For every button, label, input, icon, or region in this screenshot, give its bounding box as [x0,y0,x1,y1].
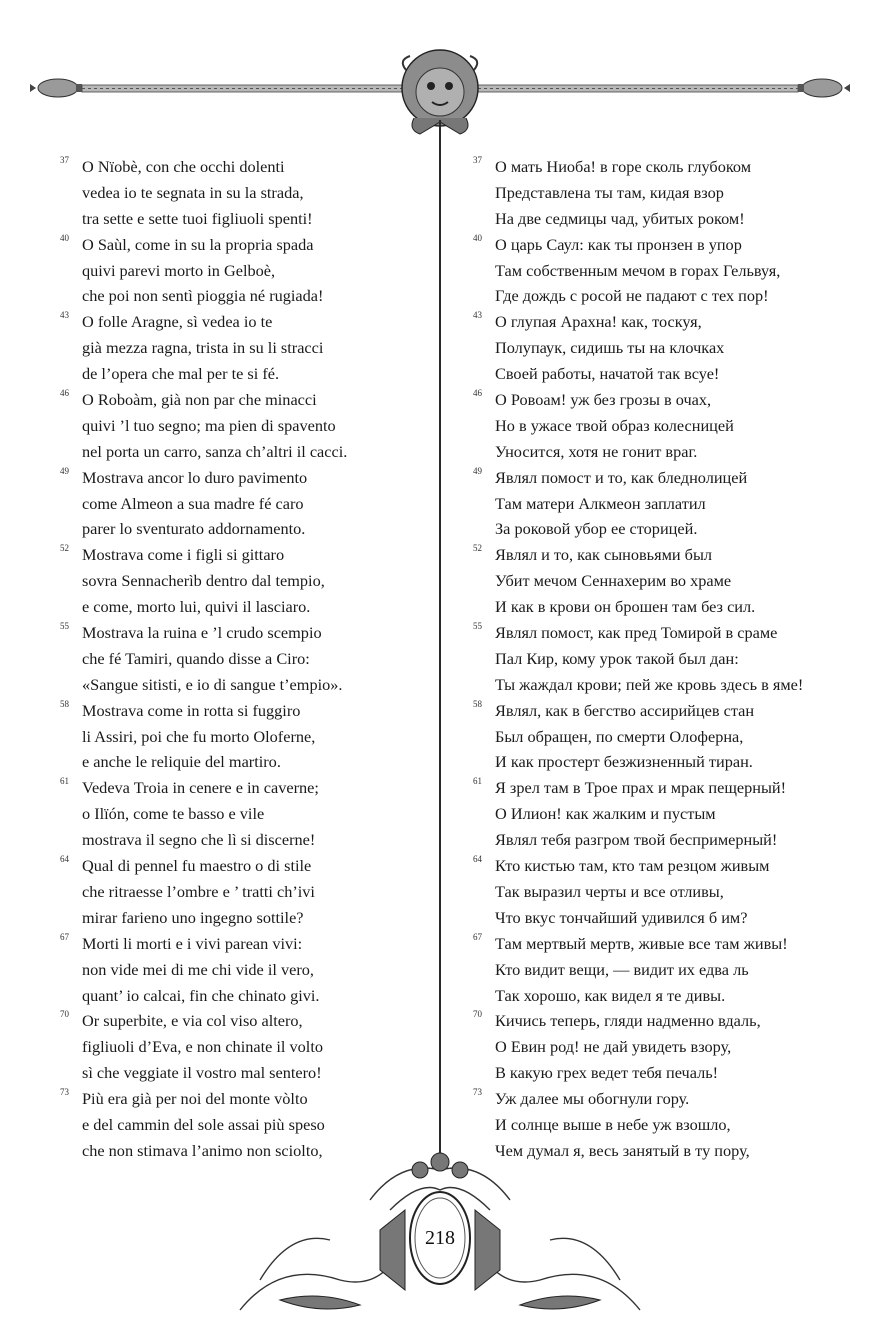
verse-line [60,283,430,309]
verse-number: 64 [60,854,69,865]
verse-text: o Ilïón, come te basso e vile [82,804,265,824]
verse-text: sì che veggiate il vostro mal sentero! [82,1063,322,1083]
verse-line [473,1034,873,1060]
verse-number: 46 [60,388,69,399]
verse-line [60,698,430,724]
verse-text: Являл помост, как пред Томирой в сраме [495,623,778,643]
verse-number: 67 [60,931,69,942]
verse-text: figliuoli d’Eva, e non chinate il volto [82,1037,323,1057]
verse-line [473,931,873,957]
verse-line [60,206,430,232]
verse-number: 40 [473,232,482,243]
left-finial-icon [30,79,82,97]
verse-number: 37 [473,155,482,165]
verse-line [60,672,430,698]
verse-text: de l’opera che mal per te si fé. [82,364,280,384]
verse-line [60,516,430,542]
verse-line [60,258,430,284]
verse-number: 73 [473,1087,482,1098]
verse-text: Vedeva Troia in cenere e in caverne; [82,778,319,798]
verse-line [60,879,430,905]
verse-line [473,387,873,413]
verse-text: Я зрел там в Трое прах и мрак пещерный! [495,778,787,798]
verse-text: Mostrava ancor lo duro pavimento [82,467,308,487]
verse-line [473,594,873,620]
verse-line [60,1060,430,1086]
verse-text: «Sangue sitisti, e io di sangue t’empio». [82,674,343,694]
verse-text: e anche le reliquie del martiro. [82,752,281,772]
verse-line [60,801,430,827]
verse-text: Полупаук, сидишь ты на клочках [495,338,725,358]
verse-text: che fé Tamiri, quando disse a Ciro: [82,648,310,668]
verse-line [60,724,430,750]
verse-line [60,749,430,775]
verse-text: Кто видит вещи, — видит их едва ль [495,959,749,979]
verse-text: Кичись теперь, гляди надменно вдаль, [495,1011,761,1031]
verse-text: И как в крови он брошен там без сил. [495,597,756,617]
verse-line [60,594,430,620]
center-divider [439,120,441,1160]
verse-line [60,1034,430,1060]
verse-line [473,827,873,853]
verse-number: 61 [473,776,482,787]
verse-text: О Ровоам! уж без грозы в очах, [495,390,712,410]
verse-text: И как простерт безжизненный тиран. [495,752,753,772]
verse-text: quivi parevi morto in Gelboè, [82,260,276,280]
verse-text: Уж далее мы обогнули гору. [495,1089,690,1109]
verse-text: Где дождь с росой не падают с тех пор! [495,286,769,306]
verse-text: Уносится, хотя не гонит враг. [495,441,698,461]
verse-text: già mezza ragna, trista in su li stracci [82,338,324,358]
verse-line [473,1008,873,1034]
verse-text: О глупая Арахна! как, тоскуя, [495,312,702,332]
verse-text: quivi ’l tuo segno; ma pien di spavento [82,415,336,435]
verse-line [473,361,873,387]
verse-line [473,283,873,309]
verse-text: quant’ io calcai, fin che chinato givi. [82,985,320,1005]
verse-text: che ritraesse l’ombre e ’ tratti ch’ivi [82,881,315,901]
verse-text: О Илион! как жалким и пустым [495,804,716,824]
italian-column [60,154,430,1164]
verse-text: На две седмицы чад, убитых роком! [495,208,745,228]
verse-line [473,335,873,361]
verse-line [473,465,873,491]
verse-text: tra sette e sette tuoi figliuoli spenti! [82,208,313,228]
verse-text: O Nïobè, con che occhi dolenti [82,157,285,176]
verse-line [473,775,873,801]
verse-line [473,491,873,517]
verse-number: 70 [60,1009,69,1020]
verse-text: Являл тебя разгром твой беспримерный! [495,830,778,850]
verse-line [60,620,430,646]
verse-number: 55 [60,621,69,632]
verse-text: Там мертвый мертв, живые все там живы! [495,933,788,953]
right-finial-icon [798,79,850,97]
verse-line [60,180,430,206]
verse-text: non vide mei di me chi vide il vero, [82,959,314,979]
verse-text: О царь Саул: как ты пронзен в упор [495,234,742,254]
verse-line [60,775,430,801]
verse-number: 46 [473,388,482,399]
verse-line [473,801,873,827]
verse-number: 58 [473,698,482,709]
verse-text: Так выразил черты и все отливы, [495,881,724,901]
verse-text: Что вкус тончайший удивился б им? [495,907,748,927]
verse-line [473,698,873,724]
verse-text: Morti li morti e i vivi parean vivi: [82,933,303,953]
verse-line [60,335,430,361]
verse-line [60,232,430,258]
verse-text: Там матери Алкмеон заплатил [495,493,706,513]
verse-text: mostrava il segno che lì si discerne! [82,830,316,850]
verse-text: Там собственным мечом в горах Гельвуя, [495,260,781,280]
verse-line [473,439,873,465]
verse-text: Представлена ты там, кидая взор [495,182,724,202]
verse-line [473,232,873,258]
verse-text: Or superbite, e via col viso altero, [82,1011,303,1031]
verse-text: О мать Ниоба! в горе сколь глубоком [495,157,752,176]
verse-text: Своей работы, начатой так всуе! [495,364,720,384]
verse-number: 43 [473,310,482,321]
verse-number: 67 [473,931,482,942]
verse-text: Кто кистью там, кто там резцом живым [495,856,770,876]
verse-number: 52 [60,543,69,554]
verse-text: Убит мечом Сеннахерим во храме [495,571,732,591]
verse-line [473,1060,873,1086]
verse-number: 52 [473,543,482,554]
verse-number: 70 [473,1009,482,1020]
verse-line [473,879,873,905]
verse-line [473,749,873,775]
verse-line [60,413,430,439]
verse-text: e del cammin del sole assai più speso [82,1114,325,1134]
verse-line [473,413,873,439]
verse-text: e come, morto lui, quivi il lasciaro. [82,597,311,617]
verse-line [60,1086,430,1112]
verse-number: 61 [60,776,69,787]
verse-line [60,1008,430,1034]
verse-line [60,646,430,672]
verse-line [473,309,873,335]
verse-line [473,258,873,284]
page-number: 218 [425,1227,455,1249]
verse-text: Являл помост и то, как бледнолицей [495,467,748,487]
verse-text: О Евин род! не дай увидеть взору, [495,1037,732,1057]
verse-number: 64 [473,854,482,865]
verse-line [60,1112,430,1138]
verse-line [473,724,873,750]
verse-line [60,154,430,180]
verse-number: 55 [473,621,482,632]
verse-text: За роковой убор ее сторицей. [495,519,698,539]
verse-line [473,180,873,206]
verse-line [60,465,430,491]
verse-text: Был обращен, по смерти Олоферна, [495,726,744,746]
verse-text: parer lo sventurato addornamento. [82,519,306,539]
verse-text: O Roboàm, già non par che minacci [82,390,317,410]
verse-text: O Saùl, come in su la propria spada [82,234,314,254]
verse-text: Più era già per noi del monte vòlto [82,1089,308,1109]
verse-line [60,931,430,957]
verse-text: sovra Sennacherìb dentro dal tempio, [82,571,325,591]
verse-line [473,516,873,542]
verse-text: O folle Aragne, sì vedea io te [82,312,273,332]
verse-line [473,154,873,180]
russian-column [473,154,873,1164]
verse-text: che poi non sentì pioggia né rugiada! [82,286,324,306]
verse-text: vedea io te segnata in su la strada, [82,182,304,202]
verse-text: Mostrava come i figli si gittaro [82,545,285,565]
verse-line [473,620,873,646]
verse-line [60,491,430,517]
verse-line [473,542,873,568]
verse-text: Являл, как в бегство ассирийцев стан [495,700,755,720]
verse-line [473,905,873,931]
verse-text: come Almeon a sua madre fé caro [82,493,304,513]
verse-line [60,542,430,568]
verse-text: В какую грех ведет тебя печаль! [495,1063,719,1083]
verse-number: 43 [60,310,69,321]
verse-text: И солнце выше в небе уж взошло, [495,1114,731,1134]
verse-text: mirar farieno uno ingegno sottile? [82,907,304,927]
verse-text: Но в ужасе твой образ колесницей [495,415,734,435]
verse-line [473,983,873,1009]
verse-line [473,853,873,879]
verse-line [60,439,430,465]
verse-text: Mostrava come in rotta si fuggiro [82,700,301,720]
verse-number: 40 [60,232,69,243]
verse-text: Mostrava la ruina e ’l crudo scempio [82,623,322,643]
verse-line [60,853,430,879]
verse-line [60,957,430,983]
verse-text: Так хорошо, как видел я те дивы. [495,985,726,1005]
verse-text: Qual di pennel fu maestro o di stile [82,856,312,876]
verse-line [473,1112,873,1138]
verse-number: 37 [60,155,69,165]
verse-number: 73 [60,1087,69,1098]
verse-text: nel porta un carro, sanza ch’altri il cacci. [82,441,348,461]
verse-text: Являл и то, как сыновьями был [495,545,713,565]
verse-line [60,387,430,413]
verse-line [473,1086,873,1112]
verse-line [473,957,873,983]
verse-line [60,361,430,387]
verse-number: 49 [473,465,482,476]
verse-text: li Assiri, poi che fu morto Oloferne, [82,726,316,746]
verse-line [473,646,873,672]
verse-text: Ты жаждал крови; пей же кровь здесь в яме! [495,674,804,694]
verse-text: Чем думал я, весь занятый в ту пору, [495,1140,750,1160]
verse-line [60,905,430,931]
verse-line [473,672,873,698]
verse-line [60,309,430,335]
verse-number: 49 [60,465,69,476]
verse-line [60,568,430,594]
verse-text: Пал Кир, кому урок такой был дан: [495,648,739,668]
verse-text: che non stimava l’animo non sciolto, [82,1140,323,1160]
verse-line [60,827,430,853]
verse-line [60,983,430,1009]
verse-line [473,206,873,232]
verse-number: 58 [60,698,69,709]
verse-line [473,568,873,594]
